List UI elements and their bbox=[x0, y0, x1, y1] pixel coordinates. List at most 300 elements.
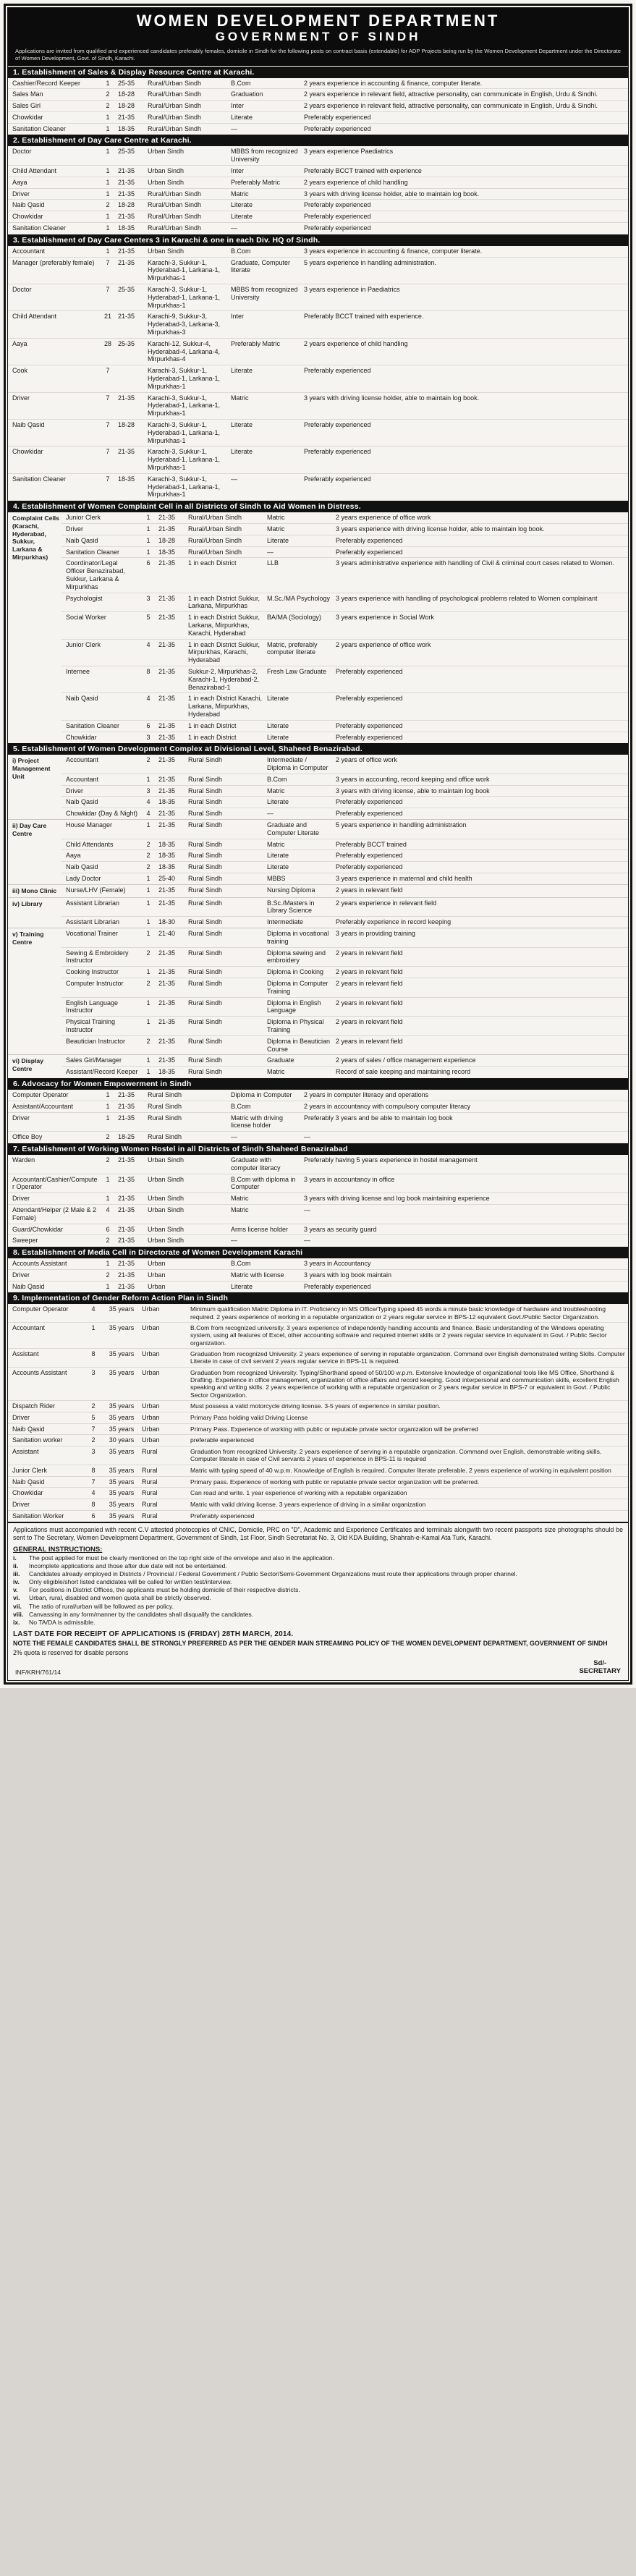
cell-position: Driver bbox=[66, 787, 83, 795]
cell-experience: Preferably experienced bbox=[304, 224, 371, 232]
inf-number: INF/KRH/761/14 bbox=[15, 1669, 62, 1677]
cell-location: 1 in each District bbox=[188, 733, 237, 741]
cell-qualification: Intermediate bbox=[267, 918, 304, 926]
group-label: Complaint Cells (Karachi, Hyderabad, Sukkur, Larkana & Mirpurkhas) bbox=[12, 514, 59, 561]
cell-experience: Preferably experienced bbox=[336, 548, 403, 556]
job-row bbox=[62, 808, 628, 819]
cell-description: Graduation from recognized University. 2 years experience of serving in a reputable organization. Command over English, demonstrable writing skills. Computer literate in case of Civil servants 2 years of experience in BPS-11 is required bbox=[190, 1448, 602, 1463]
job-row bbox=[62, 755, 628, 774]
job-row bbox=[8, 1477, 628, 1488]
cell-qualification: Diploma in Computer Training bbox=[267, 979, 328, 995]
cell-age: 35 years bbox=[109, 1324, 135, 1332]
cell-experience: 2 years in relevant field bbox=[336, 979, 403, 987]
cell-location: Karachi-3, Sukkur-1, Hyderabad-1, Larkana-1, Mirpurkhas-1 bbox=[148, 421, 221, 444]
cell-position: Internee bbox=[66, 667, 90, 675]
cell-location: Urban bbox=[142, 1425, 160, 1433]
cell-age: 18-35 bbox=[158, 840, 176, 848]
cell-experience: Preferably experienced bbox=[336, 733, 403, 741]
cell-position: Naib Qasid bbox=[12, 1425, 45, 1433]
cell-location: Urban Sindh bbox=[148, 1175, 185, 1183]
cell-location: 1 in each District bbox=[188, 559, 237, 567]
cell-age: 21-35 bbox=[118, 1206, 135, 1213]
cell-position: Child Attendant bbox=[12, 167, 57, 175]
cell-position: Accountant bbox=[12, 247, 46, 255]
cell-posts: 1 bbox=[146, 525, 150, 533]
job-rows bbox=[8, 1304, 628, 1521]
cell-description: Primary Pass holding valid Driving License bbox=[190, 1413, 308, 1421]
cell-qualification: — bbox=[231, 475, 237, 483]
cell-experience: 3 years with driving license, able to maintain log book bbox=[336, 787, 490, 795]
cell-location: Urban Sindh bbox=[148, 1156, 185, 1164]
instruction-text: Incomplete applications and those after due date will not be entertained. bbox=[29, 1562, 227, 1569]
cell-age: 35 years bbox=[109, 1413, 135, 1421]
cell-posts: 1 bbox=[106, 1260, 110, 1268]
cell-posts: 1 bbox=[106, 224, 110, 232]
cell-age: 35 years bbox=[109, 1350, 135, 1358]
cell-qualification: Literate bbox=[267, 536, 289, 544]
cell-age: 18-35 bbox=[118, 224, 135, 232]
cell-location: Rural Sindh bbox=[188, 999, 223, 1007]
cell-age: 21-35 bbox=[158, 899, 176, 907]
cell-experience: 2 years in computer literacy and operations bbox=[304, 1090, 429, 1098]
cell-posts: 2 bbox=[106, 1271, 110, 1279]
cell-qualification: Diploma in vocational training bbox=[267, 929, 329, 945]
cell-position: Driver bbox=[12, 394, 30, 402]
cell-location: Rural bbox=[142, 1501, 158, 1509]
cell-posts: 1 bbox=[146, 929, 150, 937]
cell-posts: 4 bbox=[91, 1489, 96, 1497]
job-rows bbox=[8, 146, 628, 233]
cell-posts: 1 bbox=[106, 79, 110, 87]
cell-age: 21-35 bbox=[158, 667, 176, 675]
cell-posts: 3 bbox=[146, 733, 150, 741]
cell-location: Urban Sindh bbox=[148, 1237, 185, 1245]
cell-position: Child Attendant bbox=[12, 313, 57, 321]
cell-location: Rural Sindh bbox=[188, 1068, 223, 1076]
cell-location: Rural/Urban Sindh bbox=[148, 102, 202, 110]
cell-age: 21-35 bbox=[118, 213, 135, 221]
cell-age: 21-35 bbox=[158, 787, 176, 795]
instruction-roman-numeral: iv. bbox=[13, 1578, 20, 1586]
cell-qualification: BA/MA (Sociology) bbox=[267, 614, 322, 622]
job-group bbox=[8, 246, 628, 500]
cell-age: 21-35 bbox=[158, 559, 176, 567]
cell-age: 21-35 bbox=[158, 756, 176, 764]
cell-qualification: B.Com bbox=[231, 79, 251, 87]
cell-posts: 5 bbox=[91, 1413, 96, 1421]
cell-posts: 2 bbox=[106, 201, 110, 209]
job-row bbox=[8, 284, 628, 311]
job-row bbox=[62, 797, 628, 808]
cell-location: 1 in each District Sukkur, Larkana, Mirpurkhas, Karachi, Hyderabad bbox=[188, 614, 260, 637]
general-instruction-item bbox=[13, 1619, 623, 1627]
instruction-text: No TA/DA is admissible. bbox=[29, 1618, 96, 1626]
cell-position: Junior Clerk bbox=[66, 640, 101, 648]
cell-qualification: — bbox=[231, 1237, 237, 1245]
cell-position: Chowkidar bbox=[12, 1489, 43, 1497]
cell-age: 21-35 bbox=[158, 949, 176, 957]
job-row bbox=[62, 693, 628, 720]
cell-experience: 5 years experience in handling administration bbox=[336, 821, 467, 829]
cell-posts: 4 bbox=[146, 640, 150, 648]
cell-experience: 3 years experience in Paediatrics bbox=[304, 286, 400, 294]
section-7 bbox=[8, 1143, 628, 1246]
cell-experience: Preferably experienced bbox=[336, 721, 403, 729]
cell-description: preferable experienced bbox=[190, 1436, 254, 1444]
cell-age: 18-28 bbox=[118, 201, 135, 209]
instruction-text: Canvassing in any form/manner by the candidates shall disqualify the candidates. bbox=[29, 1610, 254, 1618]
cell-age: 21-40 bbox=[158, 929, 176, 937]
cell-posts: 1 bbox=[146, 536, 150, 544]
cell-experience: 3 years in accounting, record keeping and office work bbox=[336, 775, 490, 783]
cell-experience: 2 years experience in relevant field, attractive personality, can communicate in English, Urdu & Sindhi. bbox=[304, 102, 598, 110]
cell-posts: 2 bbox=[106, 102, 110, 110]
cell-location: Rural Sindh bbox=[148, 1102, 182, 1110]
cell-experience: Preferably experienced bbox=[304, 113, 371, 121]
cell-age: 21-35 bbox=[118, 1282, 135, 1290]
job-row bbox=[8, 89, 628, 101]
cell-position: Sales Girl bbox=[12, 102, 41, 110]
cell-age: 21-35 bbox=[118, 190, 135, 198]
cell-position: Cooking Instructor bbox=[66, 968, 119, 976]
cell-qualification: Diploma in Beautician Course bbox=[267, 1037, 331, 1053]
job-group bbox=[8, 1304, 628, 1521]
job-row bbox=[62, 928, 628, 948]
cell-experience: 2 years experience of child handling bbox=[304, 178, 408, 186]
cell-location: Rural Sindh bbox=[188, 899, 223, 907]
general-instructions-heading: GENERAL INSTRUCTIONS: bbox=[13, 1545, 103, 1554]
cell-qualification: Matric bbox=[267, 1068, 285, 1076]
cell-location: Rural bbox=[142, 1478, 158, 1486]
cell-qualification: Matric with driving license holder bbox=[231, 1114, 284, 1130]
cell-location: Urban Sindh bbox=[148, 148, 185, 156]
cell-posts: 1 bbox=[106, 190, 110, 198]
cell-qualification: Matric bbox=[267, 514, 285, 522]
section-5 bbox=[8, 742, 628, 1077]
cell-position: Naib Qasid bbox=[66, 863, 98, 871]
cell-experience: Preferably experienced bbox=[304, 421, 371, 428]
cell-position: Driver bbox=[12, 1271, 30, 1279]
cell-posts: 8 bbox=[91, 1350, 96, 1358]
cell-position: Aaya bbox=[12, 178, 27, 186]
cell-qualification: Literate bbox=[231, 1282, 253, 1290]
general-instructions-list bbox=[8, 1554, 628, 1630]
job-group bbox=[8, 1090, 628, 1143]
cell-description: Preferably experienced bbox=[190, 1512, 255, 1520]
group-label: iv) Library bbox=[12, 899, 43, 907]
cell-position: Warden bbox=[12, 1156, 35, 1164]
job-row bbox=[8, 177, 628, 189]
cell-posts: 1 bbox=[146, 775, 150, 783]
cell-age: 21-35 bbox=[158, 886, 176, 894]
cell-location: Urban bbox=[142, 1324, 160, 1332]
job-group bbox=[8, 755, 628, 820]
cell-posts: 7 bbox=[106, 475, 110, 483]
cell-posts: 1 bbox=[106, 167, 110, 175]
job-row bbox=[8, 311, 628, 338]
job-row bbox=[8, 146, 628, 166]
section-8 bbox=[8, 1246, 628, 1292]
cell-position: Aaya bbox=[66, 852, 81, 860]
cell-experience: — bbox=[304, 1237, 310, 1245]
cell-age: 35 years bbox=[109, 1305, 135, 1313]
secretary-label: SECRETARY bbox=[579, 1667, 621, 1676]
job-row bbox=[8, 1323, 628, 1349]
cell-location: Rural/Urban Sindh bbox=[188, 548, 242, 556]
cell-age: 21-35 bbox=[158, 999, 176, 1007]
cell-posts: 2 bbox=[106, 90, 110, 98]
job-rows bbox=[8, 1090, 628, 1143]
cell-age: 25-35 bbox=[118, 339, 135, 347]
cell-qualification: Literate bbox=[267, 798, 289, 806]
cell-location: Urban Sindh bbox=[148, 167, 185, 175]
cell-location: Urban bbox=[148, 1260, 166, 1268]
section-2 bbox=[8, 134, 628, 233]
section-6 bbox=[8, 1077, 628, 1143]
cell-experience: 3 years experience in accounting & finance, computer literate. bbox=[304, 247, 483, 255]
cell-experience: Preferably experienced bbox=[336, 695, 403, 703]
job-row bbox=[8, 1235, 628, 1246]
cell-description: Primary pass. Experience of working with public or reputable private sector organization will be preferred. bbox=[190, 1478, 480, 1486]
cell-position: Naib Qasid bbox=[12, 201, 45, 209]
cell-location: Karachi-3, Sukkur-1, Hyderabad-1, Larkana-1, Mirpurkhas-1 bbox=[148, 286, 221, 309]
cell-location: Rural/Urban Sindh bbox=[148, 224, 202, 232]
job-row bbox=[8, 1090, 628, 1101]
cell-location: Rural Sindh bbox=[148, 1114, 182, 1122]
cell-position: Naib Qasid bbox=[66, 536, 98, 544]
ad-frame bbox=[4, 4, 632, 1685]
cell-posts: 3 bbox=[146, 787, 150, 795]
cell-experience: 2 years experience in relevant field, attractive personality, can communicate in English, Urdu & Sindhi. bbox=[304, 90, 598, 98]
job-row bbox=[8, 420, 628, 446]
cell-position: Assistant/Record Keeper bbox=[66, 1068, 138, 1076]
cell-qualification: Diploma in Cooking bbox=[267, 968, 324, 976]
cell-age: 18-30 bbox=[158, 918, 176, 926]
cell-qualification: Preferably Matric bbox=[231, 178, 281, 186]
section-header-bar: 8. Establishment of Media Cell in Directorate of Women Development Karachi bbox=[8, 1246, 628, 1258]
secretary-signature bbox=[579, 1659, 621, 1677]
cell-description: Matric with typing speed of 40 w.p.m. Knowledge of English is required. Computer literate preferable. 2 years experience of working in equivalent position bbox=[190, 1466, 611, 1474]
cell-position: Driver bbox=[12, 1501, 30, 1509]
cell-location: Rural bbox=[142, 1448, 158, 1456]
cell-location: Rural Sindh bbox=[188, 1018, 223, 1026]
cell-position: Guard/Chowkidar bbox=[12, 1225, 64, 1233]
cell-location: Rural/Urban Sindh bbox=[188, 514, 242, 522]
job-row bbox=[8, 1488, 628, 1499]
job-row bbox=[8, 1132, 628, 1143]
cell-location: Karachi-12, Sukkur-4, Hyderabad-4, Larkana-4, Mirpurkhas-4 bbox=[148, 339, 221, 363]
instruction-text: Candidates already employed in Districts / Provincial / Federal Government / Public Sector/Semi-Government Organizations must route their applications through proper channel. bbox=[29, 1569, 517, 1577]
cell-posts: 7 bbox=[91, 1425, 96, 1433]
section-1 bbox=[8, 66, 628, 135]
general-instruction-item bbox=[13, 1570, 623, 1578]
job-row bbox=[8, 1304, 628, 1323]
cell-experience: 3 years with driving license holder, able to maintain log book. bbox=[304, 394, 480, 402]
cell-location: Rural/Urban Sindh bbox=[148, 190, 202, 198]
cell-age: 25-40 bbox=[158, 875, 176, 883]
group-label: vi) Display Centre bbox=[12, 1057, 43, 1073]
section-header-bar: 2. Establishment of Day Care Centre at Karachi. bbox=[8, 134, 628, 146]
cell-location: Rural Sindh bbox=[188, 1037, 223, 1045]
cell-location: Karachi-3, Sukkur-1, Hyderabad-1, Larkana-1, Mirpurkhas-1 bbox=[148, 258, 221, 282]
cell-age: 21-35 bbox=[118, 1260, 135, 1268]
cell-age: 21-35 bbox=[158, 733, 176, 741]
cell-posts: 2 bbox=[146, 949, 150, 957]
job-row bbox=[8, 211, 628, 223]
cell-age: 25-35 bbox=[118, 148, 135, 156]
group-label: v) Training Centre bbox=[12, 930, 44, 946]
cell-age: 21-35 bbox=[158, 721, 176, 729]
cell-location: Karachi-3, Sukkur-1, Hyderabad-1, Larkana-1, Mirpurkhas-1 bbox=[148, 475, 221, 499]
job-row bbox=[8, 1435, 628, 1446]
cell-posts: 6 bbox=[106, 1225, 110, 1233]
job-row bbox=[8, 1446, 628, 1465]
job-row bbox=[62, 873, 628, 884]
cell-posts: 1 bbox=[146, 968, 150, 976]
cell-qualification: Matric with license bbox=[231, 1271, 284, 1279]
cell-experience: Preferably experienced bbox=[304, 475, 371, 483]
cell-posts: 4 bbox=[106, 1206, 110, 1213]
cell-location: Rural Sindh bbox=[188, 949, 223, 957]
job-row bbox=[8, 1424, 628, 1436]
cell-age: 21-35 bbox=[158, 968, 176, 976]
cell-location: Rural Sindh bbox=[188, 1056, 223, 1064]
cell-qualification: Fresh Law Graduate bbox=[267, 667, 327, 675]
job-row bbox=[62, 666, 628, 693]
cell-posts: 1 bbox=[146, 548, 150, 556]
cell-position: Cook bbox=[12, 367, 28, 375]
cell-qualification: B.Com bbox=[231, 247, 251, 255]
cell-location: Urban bbox=[142, 1350, 160, 1358]
cell-location: Urban Sindh bbox=[148, 1206, 185, 1213]
cell-experience: 3 years in providing training bbox=[336, 929, 416, 937]
job-group bbox=[8, 78, 628, 135]
cell-position: Accountant bbox=[66, 775, 99, 783]
cell-position: Doctor bbox=[12, 286, 32, 294]
cell-qualification: Literate bbox=[267, 852, 289, 860]
cell-age: 21-35 bbox=[158, 775, 176, 783]
cell-qualification: MBBS from recognized University bbox=[231, 286, 298, 301]
cell-location: Karachi-9, Sukkur-3, Hyderabad-3, Larkana-3, Mirpurkhas-3 bbox=[148, 313, 221, 336]
cell-age: 21-35 bbox=[158, 1018, 176, 1026]
job-row bbox=[8, 1368, 628, 1401]
cell-position: English Language Instructor bbox=[66, 999, 119, 1014]
cell-experience: 2 years of sales / office management experience bbox=[336, 1056, 476, 1064]
cell-age: 18-35 bbox=[158, 852, 176, 860]
cell-location: Karachi-3, Sukkur-1, Hyderabad-1, Larkana-1, Mirpurkhas-1 bbox=[148, 394, 221, 418]
cell-location: Rural Sindh bbox=[148, 1090, 182, 1098]
job-row bbox=[8, 1193, 628, 1205]
cell-age: 21-35 bbox=[158, 810, 176, 818]
instruction-text: For positions in District Offices, the applicants must be holding domicile of their respective districts. bbox=[29, 1586, 300, 1594]
application-instructions: Applications must accompanied with recent C.V attested photocopies of CNIC, Domicile, PRC on "D", Academic and Experience Certificates and terminals alongwith two recent passports size photographs should be sent to The Secretary, Women Development Department, Government of Sindh, 1st Floor, Sindh Secretariat No. 3, Old KDA Building, Shahrah-e-Kamal Ata Turk, Karachi. bbox=[8, 1522, 628, 1544]
job-row bbox=[62, 967, 628, 978]
cell-description: Graduation from recognized University. Typing/Shorthand speed of 50/100 w.p.m. Extensive knowledge of organizational tools like MS Office, Shorthand & Drafting. Experience in office management, organization of office affairs and record keeping. Good interpersonal and communication skills, excellent English speaking and writing skills. 2 years experience of working with a reputable organization or 2 years regular service in BPS-7 or equivalent in Govt. / Public Sector Organization. bbox=[190, 1368, 619, 1399]
cell-posts: 1 bbox=[146, 514, 150, 522]
cell-qualification: Literate bbox=[231, 201, 253, 209]
cell-experience: 2 years in relevant field bbox=[336, 968, 403, 976]
cell-experience: Preferably experienced bbox=[304, 124, 371, 132]
section-header-bar: 5. Establishment of Women Development Complex at Divisional Level, Shaheed Benazirabad. bbox=[8, 742, 628, 755]
cell-experience: 3 years in accountancy in office bbox=[304, 1175, 395, 1183]
cell-qualification: LLB bbox=[267, 559, 279, 567]
cell-qualification: Diploma in Physical Training bbox=[267, 1018, 324, 1033]
cell-position: Computer Operator bbox=[12, 1090, 69, 1098]
cell-location: Sukkur-2, Mirpurkhas-2, Karachi-1, Hyderabad-2, Benazirabad-1 bbox=[188, 667, 260, 691]
instruction-text: Urban, rural, disabled and women quota shall be strictly observed. bbox=[29, 1594, 211, 1602]
cell-age: 18-35 bbox=[118, 124, 135, 132]
cell-experience: 2 years in relevant field bbox=[336, 1037, 403, 1045]
job-rows bbox=[8, 246, 628, 500]
cell-location: Rural Sindh bbox=[188, 852, 223, 860]
job-row bbox=[8, 1155, 628, 1174]
cell-age: 35 years bbox=[109, 1402, 135, 1410]
cell-posts: 8 bbox=[91, 1466, 96, 1474]
general-instruction-item bbox=[13, 1562, 623, 1570]
section-header-bar: 4. Establishment of Women Complaint Cell in all Districts of Sindh to Aid Women in Distress. bbox=[8, 500, 628, 512]
job-row bbox=[8, 446, 628, 473]
cell-position: Chowkidar bbox=[12, 213, 43, 221]
cell-qualification: Literate bbox=[231, 113, 253, 121]
cell-age: 21-35 bbox=[158, 594, 176, 602]
job-row bbox=[62, 558, 628, 593]
cell-location: Rural Sindh bbox=[188, 918, 223, 926]
cell-qualification: Nursing Diploma bbox=[267, 886, 315, 894]
cell-posts: 4 bbox=[146, 810, 150, 818]
job-group bbox=[8, 885, 628, 898]
job-row bbox=[8, 1499, 628, 1511]
job-row bbox=[8, 1101, 628, 1113]
cell-description: Matric with valid driving license. 3 years experience of driving in a similar organization bbox=[190, 1501, 426, 1509]
cell-location: Rural Sindh bbox=[188, 886, 223, 894]
cell-posts: 7 bbox=[106, 421, 110, 428]
cell-posts: 8 bbox=[91, 1501, 96, 1509]
cell-posts: 1 bbox=[106, 1195, 110, 1203]
cell-posts: 7 bbox=[106, 448, 110, 456]
section-header-bar: 9. Implementation of Gender Reform Action Plan in Sindh bbox=[8, 1292, 628, 1304]
job-group bbox=[8, 928, 628, 1055]
cell-location: Urban bbox=[142, 1402, 160, 1410]
cell-posts: 1 bbox=[146, 875, 150, 883]
cell-posts: 1 bbox=[146, 899, 150, 907]
cell-posts: 1 bbox=[106, 124, 110, 132]
instruction-roman-numeral: ii. bbox=[13, 1562, 19, 1569]
cell-position: Sewing & Embroidery Instructor bbox=[66, 949, 129, 965]
cell-posts: 1 bbox=[106, 213, 110, 221]
job-row bbox=[8, 166, 628, 177]
cell-qualification: Literate bbox=[267, 733, 289, 741]
job-row bbox=[62, 547, 628, 559]
cell-posts: 2 bbox=[106, 1237, 110, 1245]
instruction-text: The post applied for must be clearly mentioned on the top right side of the envelope and also in the application. bbox=[29, 1554, 334, 1562]
cell-position: Assistant bbox=[12, 1350, 39, 1358]
cell-position: Dispatch Rider bbox=[12, 1402, 56, 1410]
cell-posts: 1 bbox=[106, 247, 110, 255]
cell-age: 21-35 bbox=[118, 1102, 135, 1110]
cell-location: Rural bbox=[142, 1466, 158, 1474]
cell-position: Naib Qasid bbox=[66, 695, 98, 703]
cell-posts: 1 bbox=[146, 886, 150, 894]
cell-age: 35 years bbox=[109, 1368, 135, 1376]
cell-qualification: Literate bbox=[267, 721, 289, 729]
cell-experience: Preferably experienced bbox=[336, 810, 403, 818]
cell-qualification: Literate bbox=[267, 695, 289, 703]
job-row bbox=[62, 774, 628, 786]
cell-experience: 2 years experience of office work bbox=[336, 514, 431, 522]
cell-experience: Preferably having 5 years experience in hostel management bbox=[304, 1156, 478, 1164]
group-label: ii) Day Care Centre bbox=[12, 822, 47, 837]
job-group bbox=[8, 512, 628, 742]
